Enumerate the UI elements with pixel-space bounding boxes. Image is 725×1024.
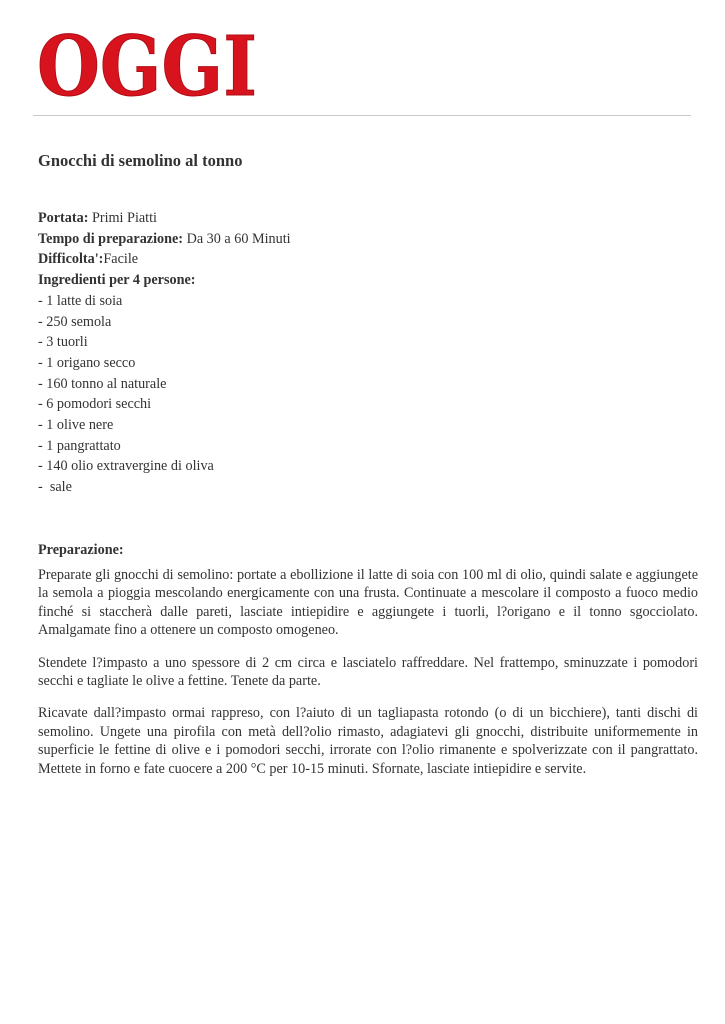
ingredient-item: - 1 latte di soia (38, 292, 123, 309)
course-field (38, 208, 291, 229)
difficulty-value: Facile (103, 251, 139, 268)
preparation-paragraph: Ricavate dall?impasto ormai rappreso, con l?aiuto di un tagliapasta rotondo (o di un bicchiere), tanti dischi di semolino. Ungete una pirofila con metà dell?olio rimasto, adagiatevi gli gnocchi, distribuite uniformemente in superficie le fettine di olive e i pomodori secchi, irrorate con l?olio rimanente e spolverizzate con il pangrattato. Mettete in forno e fate cuocere a 200 °C per 10-15 minuti. Sfornate, lasciate intiepidire e servite. (38, 705, 698, 777)
ingredient-item: - sale (38, 479, 72, 496)
prep-time-field (38, 229, 291, 250)
ingredients-heading (38, 270, 291, 291)
logo-text: OGGI (37, 19, 257, 115)
header-divider (33, 115, 691, 116)
recipe-meta (38, 208, 291, 498)
difficulty-label: Difficolta': (38, 251, 104, 268)
oggi-logo (36, 19, 258, 115)
ingredient-item: - 1 pangrattato (38, 437, 121, 454)
prep-time-value: Da 30 a 60 Minuti (186, 230, 291, 247)
ingredient-item: - 6 pomodori secchi (38, 396, 152, 413)
preparation-paragraph: Preparate gli gnocchi di semolino: portate a ebollizione il latte di soia con 100 ml di olio, quindi salate e aggiungete la semola a pioggia mescolando energicamente con una frusta. Continuate a mescolare il composto a fuoco medio finché si staccherà dalle pareti, lasciate intiepidire e aggiungete i tuorli, l?origano e il tonno sgocciolato. Amalgamate fino a ottenere un composto omogeneo. (38, 567, 698, 639)
difficulty-field (38, 249, 291, 270)
ingredient-item: - 250 semola (38, 313, 112, 330)
ingredient-item: - 160 tonno al naturale (38, 375, 167, 392)
ingredient-item: - 3 tuorli (38, 334, 88, 351)
recipe-title: Gnocchi di semolino al tonno (38, 151, 243, 170)
ingredient-item: - 1 origano secco (38, 354, 136, 371)
preparation-text (38, 566, 698, 792)
ingredients-list (38, 291, 291, 498)
oggi-logo-wordmark (36, 19, 258, 115)
ingredient-item: - 140 olio extravergine di oliva (38, 458, 214, 475)
preparation-paragraph: Stendete l?impasto a uno spessore di 2 cm circa e lasciatelo raffreddare. Nel frattempo, sminuzzate i pomodori secchi e tagliate le olive a fettine. Tenete da parte. (38, 654, 698, 690)
course-label: Portata: (38, 210, 89, 226)
ingredients-heading-text: Ingredienti per 4 persone: (38, 272, 196, 289)
preparation-heading: Preparazione: (38, 542, 124, 558)
prep-time-label: Tempo di preparazione: (38, 230, 184, 247)
course-value: Primi Piatti (88, 210, 158, 226)
ingredient-item: - 1 olive nere (38, 417, 114, 434)
